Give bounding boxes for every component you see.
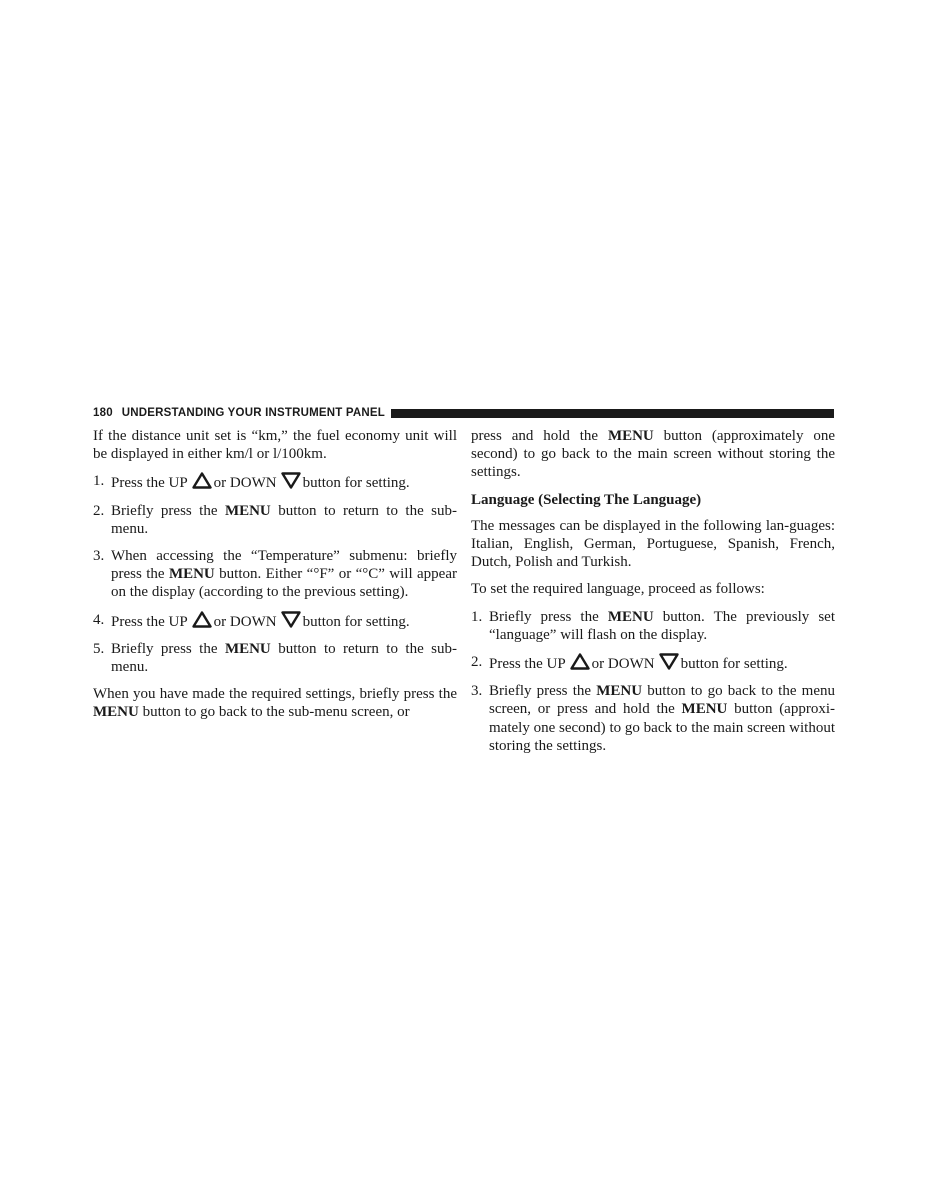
item-text: [111, 472, 457, 492]
item-text-part: Press the UP: [489, 656, 566, 673]
down-triangle-icon: [281, 611, 301, 628]
page-number: 180: [93, 407, 113, 419]
item-number: 3.: [93, 548, 105, 565]
item-text: [111, 502, 457, 538]
item-text-part: button for setting.: [302, 613, 410, 630]
header-rule: [391, 409, 834, 418]
menu-button-label: MENU: [596, 683, 643, 700]
list-item: [93, 547, 457, 602]
section-title: UNDERSTANDING YOUR INSTRUMENT PANEL: [121, 407, 385, 419]
menu-button-label: MENU: [224, 502, 271, 519]
item-number: 2.: [93, 502, 105, 519]
menu-button-label: MENU: [681, 701, 728, 718]
item-text-part: button (approxi-mately one second) to go back to the main screen without storing the settings.: [489, 701, 836, 754]
item-text-part: Briefly press the: [111, 640, 225, 657]
item-number: 1.: [93, 473, 105, 490]
item-text-part: button. The previously set “language” will flash on the display.: [489, 608, 836, 643]
paragraph-text-part: button to go back to the sub-menu screen, or: [138, 704, 410, 721]
item-number: 3.: [471, 683, 483, 700]
up-triangle-icon: [192, 472, 212, 489]
up-triangle-icon: [192, 611, 212, 628]
item-text-part: button for setting.: [302, 475, 410, 492]
item-text: [111, 611, 457, 631]
item-text-part: button to go back to the menu screen, or press and hold the: [489, 683, 836, 718]
list-item: [471, 682, 835, 755]
item-text: [489, 682, 835, 755]
menu-button-label: MENU: [93, 704, 139, 721]
paragraph-text-part: press and hold the: [471, 428, 608, 444]
list-item: [93, 502, 457, 538]
item-text-part: Press the UP: [111, 475, 188, 492]
language-heading: Language (Selecting The Language): [471, 491, 702, 508]
item-text-part: button for setting.: [680, 656, 788, 673]
menu-button-label: MENU: [607, 608, 654, 625]
item-text: [111, 640, 457, 676]
item-text-part: button. Either “°F” or “°C” will appear on the display (according to the previous setting).: [111, 566, 457, 601]
item-text: [111, 547, 457, 602]
paragraph-text-part: button (approximately one second) to go back to the main screen without storing the settings.: [471, 428, 835, 481]
page-header: [93, 405, 834, 421]
item-number: 2.: [471, 654, 483, 671]
item-text-part: Press the UP: [111, 613, 188, 630]
closing-paragraph: [93, 685, 457, 721]
intro-paragraph: If the distance unit set is “km,” the fuel economy unit will be displayed in either km/l or l/100km.: [93, 428, 457, 463]
item-text-part: Briefly press the: [489, 608, 608, 625]
item-text-part: When accessing the “Temperature” submenu: briefly press the: [111, 548, 457, 583]
menu-button-label: MENU: [607, 428, 654, 444]
item-text-part: or DOWN: [591, 656, 655, 673]
item-number: 1.: [471, 608, 483, 625]
languages-paragraph: The messages can be displayed in the following lan-guages: Italian, English, German, Portuguese, Spanish, French, Dutch, Polish and Turkish.: [471, 517, 835, 571]
list-item: [93, 472, 457, 492]
list-item: [471, 653, 835, 673]
continued-paragraph: [471, 427, 835, 482]
item-text-part: or DOWN: [213, 475, 277, 492]
left-column: [93, 427, 457, 731]
item-text-part: button to return to the sub-menu.: [111, 640, 457, 676]
item-number: 4.: [93, 611, 105, 628]
paragraph-text-part: When you have made the required settings, briefly press the: [93, 686, 457, 703]
procedure-intro: To set the required language, proceed as follows:: [471, 581, 765, 598]
right-column: [471, 427, 835, 764]
item-text: [489, 608, 835, 644]
list-item: [93, 640, 457, 676]
up-triangle-icon: [570, 653, 590, 670]
item-text-part: or DOWN: [213, 613, 277, 630]
menu-button-label: MENU: [168, 566, 215, 583]
item-text-part: Briefly press the: [489, 683, 597, 700]
list-item: [93, 611, 457, 631]
list-item: [471, 608, 835, 644]
item-number: 5.: [93, 640, 105, 657]
menu-button-label: MENU: [224, 640, 271, 657]
down-triangle-icon: [659, 653, 679, 670]
item-text-part: button to return to the sub-menu.: [111, 502, 457, 537]
down-triangle-icon: [281, 472, 301, 489]
item-text-part: Briefly press the: [111, 502, 225, 519]
item-text: [489, 653, 835, 673]
